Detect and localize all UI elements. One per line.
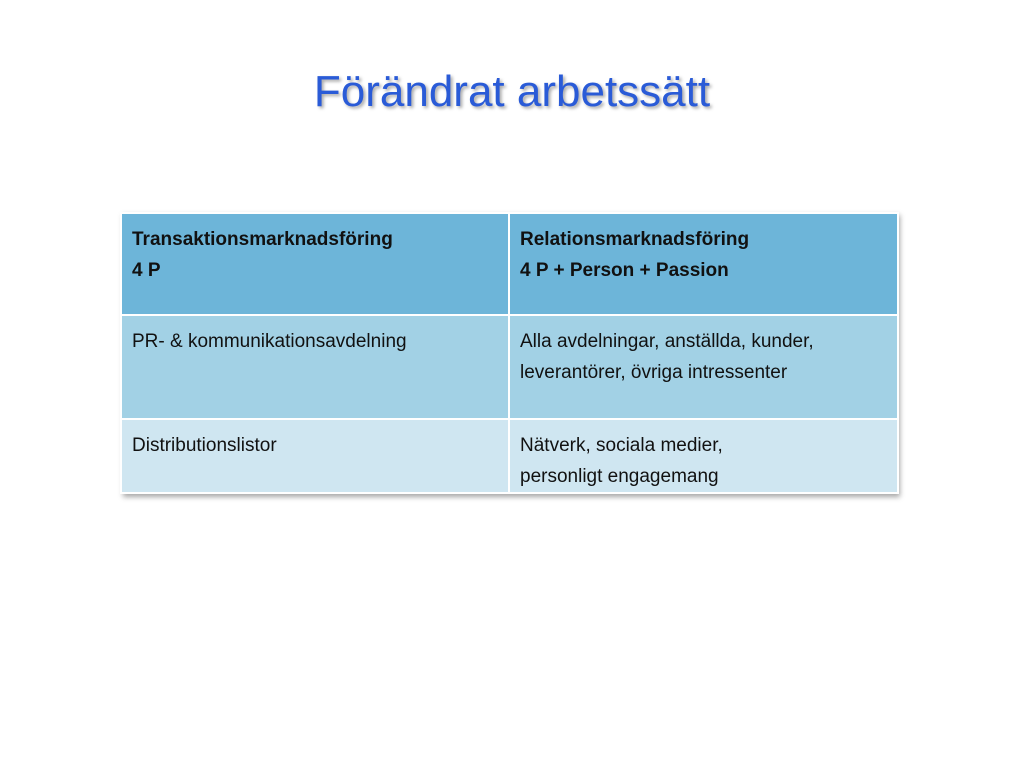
table-cell xyxy=(509,419,898,493)
comparison-table xyxy=(120,212,897,494)
slide-title: Förändrat arbetssätt xyxy=(313,67,711,116)
header-cell-line: 4 P xyxy=(132,260,161,281)
table-header-cell xyxy=(509,213,898,315)
table-row xyxy=(121,419,898,493)
cell-line: Alla avdelningar, anställda, kunder, xyxy=(520,331,814,352)
table-cell xyxy=(121,315,509,419)
cell-line: personligt engagemang xyxy=(520,466,719,487)
cell-line: leverantörer, övriga intressenter xyxy=(520,362,788,383)
header-cell-line: 4 P + Person + Passion xyxy=(520,260,729,281)
table-cell xyxy=(509,315,898,419)
cell-line: Distributionslistor xyxy=(132,435,277,456)
table-cell xyxy=(121,419,509,493)
table-header-cell xyxy=(121,213,509,315)
header-cell-line: Transaktionsmarknadsföring xyxy=(132,229,393,250)
table-row xyxy=(121,315,898,419)
table-header-row xyxy=(121,213,898,315)
cell-line: Nätverk, sociala medier, xyxy=(520,435,723,456)
cell-line: PR- & kommunikationsavdelning xyxy=(132,331,407,352)
header-cell-line: Relationsmarknadsföring xyxy=(520,229,750,250)
